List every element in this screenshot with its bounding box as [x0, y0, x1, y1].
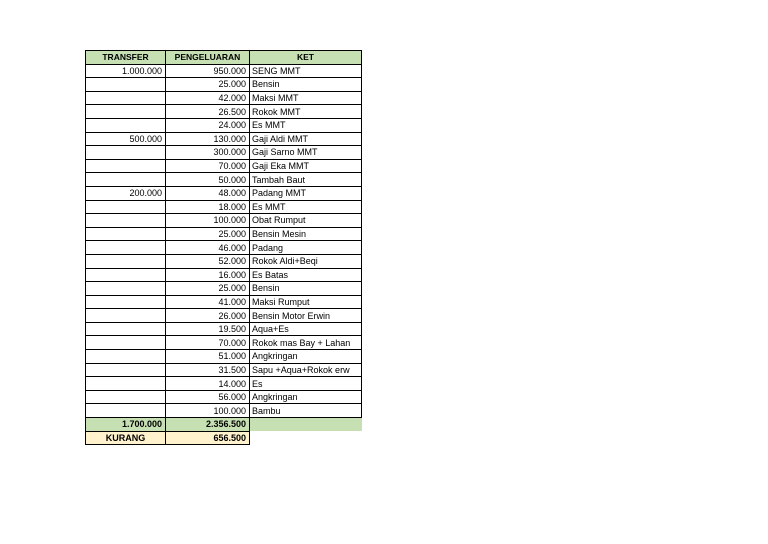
cell-pengeluaran: 25.000 [166, 78, 250, 92]
cell-ket: Bambu [250, 404, 362, 418]
cell-pengeluaran: 48.000 [166, 186, 250, 200]
header-ket: KET [250, 51, 362, 65]
cell-transfer [86, 322, 166, 336]
cell-transfer [86, 159, 166, 173]
cell-ket: Maksi MMT [250, 91, 362, 105]
table-row [86, 146, 362, 160]
cell-transfer [86, 404, 166, 418]
cell-transfer [86, 282, 166, 296]
cell-ket: SENG MMT [250, 64, 362, 78]
cell-transfer [86, 227, 166, 241]
cell-transfer [86, 336, 166, 350]
table-row [86, 404, 362, 418]
cell-transfer [86, 118, 166, 132]
cell-transfer [86, 295, 166, 309]
cell-ket: Es [250, 377, 362, 391]
cell-pengeluaran: 100.000 [166, 404, 250, 418]
cell-transfer: 1.000.000 [86, 64, 166, 78]
cell-pengeluaran: 56.000 [166, 390, 250, 404]
table-body [86, 64, 362, 417]
table-row [86, 282, 362, 296]
table-row [86, 132, 362, 146]
cell-transfer [86, 200, 166, 214]
total-row [86, 418, 362, 432]
table-row [86, 78, 362, 92]
cell-ket: Rokok MMT [250, 105, 362, 119]
cell-transfer [86, 173, 166, 187]
cell-transfer [86, 390, 166, 404]
cell-pengeluaran: 100.000 [166, 214, 250, 228]
cell-pengeluaran: 130.000 [166, 132, 250, 146]
cell-ket: Gaji Aldi MMT [250, 132, 362, 146]
cell-pengeluaran: 25.000 [166, 227, 250, 241]
cell-pengeluaran: 26.500 [166, 105, 250, 119]
cell-pengeluaran: 31.500 [166, 363, 250, 377]
table-row [86, 105, 362, 119]
cell-pengeluaran: 14.000 [166, 377, 250, 391]
kurang-value: 656.500 [166, 431, 250, 445]
kurang-row [86, 431, 362, 445]
total-ket-empty [250, 418, 362, 432]
cell-pengeluaran: 42.000 [166, 91, 250, 105]
cell-transfer [86, 105, 166, 119]
kurang-ket-empty [250, 431, 362, 445]
cell-ket: Bensin [250, 282, 362, 296]
cell-ket: Bensin Mesin [250, 227, 362, 241]
cell-transfer: 200.000 [86, 186, 166, 200]
table-row [86, 350, 362, 364]
table-row [86, 254, 362, 268]
cell-transfer: 500.000 [86, 132, 166, 146]
cell-transfer [86, 309, 166, 323]
total-pengeluaran: 2.356.500 [166, 418, 250, 432]
table-row [86, 390, 362, 404]
cell-ket: Bensin [250, 78, 362, 92]
cell-pengeluaran: 24.000 [166, 118, 250, 132]
table-row [86, 363, 362, 377]
cell-pengeluaran: 18.000 [166, 200, 250, 214]
cell-ket: Gaji Eka MMT [250, 159, 362, 173]
expense-sheet [85, 50, 362, 445]
cell-pengeluaran: 26.000 [166, 309, 250, 323]
header-pengeluaran: PENGELUARAN [166, 51, 250, 65]
table-row [86, 227, 362, 241]
table-row [86, 64, 362, 78]
cell-pengeluaran: 950.000 [166, 64, 250, 78]
table-row [86, 295, 362, 309]
table-row [86, 118, 362, 132]
expense-table [85, 50, 362, 445]
table-row [86, 309, 362, 323]
table-row [86, 322, 362, 336]
cell-ket: Bensin Motor Erwin [250, 309, 362, 323]
cell-pengeluaran: 70.000 [166, 336, 250, 350]
cell-ket: Angkringan [250, 390, 362, 404]
cell-ket: Maksi Rumput [250, 295, 362, 309]
cell-pengeluaran: 70.000 [166, 159, 250, 173]
table-row [86, 173, 362, 187]
cell-transfer [86, 214, 166, 228]
table-row [86, 159, 362, 173]
cell-transfer [86, 377, 166, 391]
cell-transfer [86, 268, 166, 282]
header-transfer: TRANSFER [86, 51, 166, 65]
cell-ket: Aqua+Es [250, 322, 362, 336]
cell-pengeluaran: 50.000 [166, 173, 250, 187]
cell-transfer [86, 363, 166, 377]
table-row [86, 268, 362, 282]
total-transfer: 1.700.000 [86, 418, 166, 432]
cell-pengeluaran: 16.000 [166, 268, 250, 282]
table-row [86, 186, 362, 200]
cell-ket: Gaji Sarno MMT [250, 146, 362, 160]
cell-transfer [86, 78, 166, 92]
table-row [86, 336, 362, 350]
cell-pengeluaran: 51.000 [166, 350, 250, 364]
cell-ket: Rokok Aldi+Beqi [250, 254, 362, 268]
cell-ket: Angkringan [250, 350, 362, 364]
kurang-label: KURANG [86, 431, 166, 445]
header-row [86, 51, 362, 65]
cell-pengeluaran: 300.000 [166, 146, 250, 160]
cell-ket: Padang [250, 241, 362, 255]
cell-ket: Es Batas [250, 268, 362, 282]
cell-ket: Obat Rumput [250, 214, 362, 228]
cell-ket: Rokok mas Bay + Lahan [250, 336, 362, 350]
cell-ket: Sapu +Aqua+Rokok erw [250, 363, 362, 377]
cell-transfer [86, 91, 166, 105]
cell-pengeluaran: 25.000 [166, 282, 250, 296]
cell-ket: Es MMT [250, 118, 362, 132]
cell-ket: Es MMT [250, 200, 362, 214]
table-row [86, 200, 362, 214]
cell-transfer [86, 254, 166, 268]
cell-transfer [86, 241, 166, 255]
cell-pengeluaran: 52.000 [166, 254, 250, 268]
cell-ket: Padang MMT [250, 186, 362, 200]
cell-transfer [86, 146, 166, 160]
table-row [86, 214, 362, 228]
cell-ket: Tambah Baut [250, 173, 362, 187]
table-row [86, 377, 362, 391]
cell-transfer [86, 350, 166, 364]
table-row [86, 91, 362, 105]
cell-pengeluaran: 41.000 [166, 295, 250, 309]
table-row [86, 241, 362, 255]
cell-pengeluaran: 46.000 [166, 241, 250, 255]
cell-pengeluaran: 19.500 [166, 322, 250, 336]
